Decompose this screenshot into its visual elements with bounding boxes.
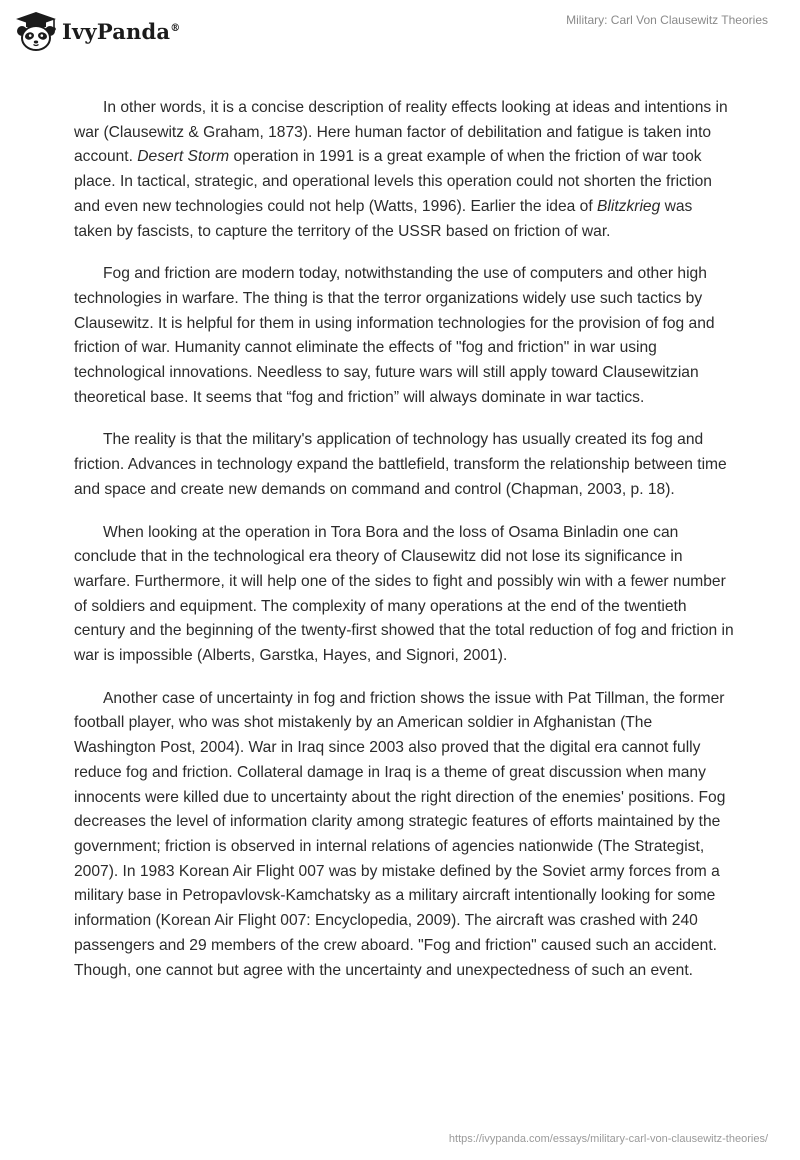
italic-term: Desert Storm (137, 148, 230, 166)
body-paragraph (74, 521, 734, 669)
body-paragraph (74, 687, 734, 983)
paragraph-text: Another case of uncertainty in fog and friction shows the issue with Pat Tillman, the former football player, who was shot mistakenly by an American soldier in Afghanistan (The Washington Post, 2004). War in Iraq since 2003 also proved that the digital era cannot fully reduce fog and friction. Collateral damage in Iraq is a theme of great discussion when many innocents were killed due to uncertainty about the right direction of the enemies' positions. Fog decreases the level of information clarity among strategic features of efforts maintained by the government; friction is observed in internal relations of agencies nationwide (The Strategist, 2007). In 1983 Korean Air Flight 007 was by mistake defined by the Soviet army forces from a military base in Petropavlovsk-Kamchatsky as a military aircraft intentionally looking for some information (Korean Air Flight 007: Encyclopedia, 2009). The aircraft was crashed with 240 passengers and 29 members of the crew aboard. "Fog and friction" caused such an accident. Though, one cannot but agree with the uncertainty and unexpectedness of such an event. (74, 689, 726, 979)
body-paragraph (74, 428, 734, 502)
source-url[interactable]: https://ivypanda.com/essays/military-carl-von-clausewitz-theories/ (448, 1133, 768, 1145)
essay-body (74, 96, 734, 1001)
page-header (0, 0, 800, 70)
body-paragraph (74, 96, 734, 244)
registered-mark: ® (170, 22, 181, 34)
paragraph-text: Fog and friction are modern today, notwithstanding the use of computers and other high technologies in warfare. The thing is that the terror organizations widely use such tactics by Clausewitz. It is helpful for them in using information technologies for the provision of fog and friction of war. Humanity cannot eliminate the effects of "fog and friction" in war using technological innovations. Needless to say, future wars will still apply toward Clausewitzian theoretical base. It seems that “fog and friction” will always dominate in war tactics. (74, 265, 715, 406)
document-title: Military: Carl Von Clausewitz Theories (566, 13, 768, 27)
paragraph-text: The reality is that the military's application of technology has usually created its fog and friction. Advances in technology expand the battlefield, transform the relationship between time and space and create new demands on command and control (Chapman, 2003, p. 18). (74, 431, 727, 498)
paragraph-text: operation in 1991 is a great example of when the friction of war took place. In tactical, strategic, and operational levels this operation could not shorten the friction and even new technologies could not help (Watts, 1996). Earlier the idea of (74, 148, 712, 215)
paragraph-text: was taken by fascists, to capture the territory of the USSR based on friction of war. (74, 197, 693, 240)
paragraph-text: In other words, it is a concise description of reality effects looking at ideas and intentions in war (Clausewitz & Graham, 1873). Here human factor of debilitation and fatigue is taken into account. (74, 99, 728, 166)
body-paragraph (74, 262, 734, 410)
paragraph-text: When looking at the operation in Tora Bora and the loss of Osama Binladin one can conclude that in the technological era theory of Clausewitz did not lose its significance in warfare. Furthermore, it will help one of the sides to fight and possibly win with a fewer number of soldiers and equipment. The complexity of many operations at the end of the twentieth century and the beginning of the twenty-first showed that the total reduction of fog and friction in war is impossible (Alberts, Garstka, Hayes, and Signori, 2001). (74, 523, 734, 665)
brand-logo[interactable] (14, 11, 180, 51)
italic-term: Blitzkrieg (597, 197, 661, 215)
panda-graduate-icon (14, 11, 58, 51)
brand-name: IvyPanda® (62, 18, 181, 44)
